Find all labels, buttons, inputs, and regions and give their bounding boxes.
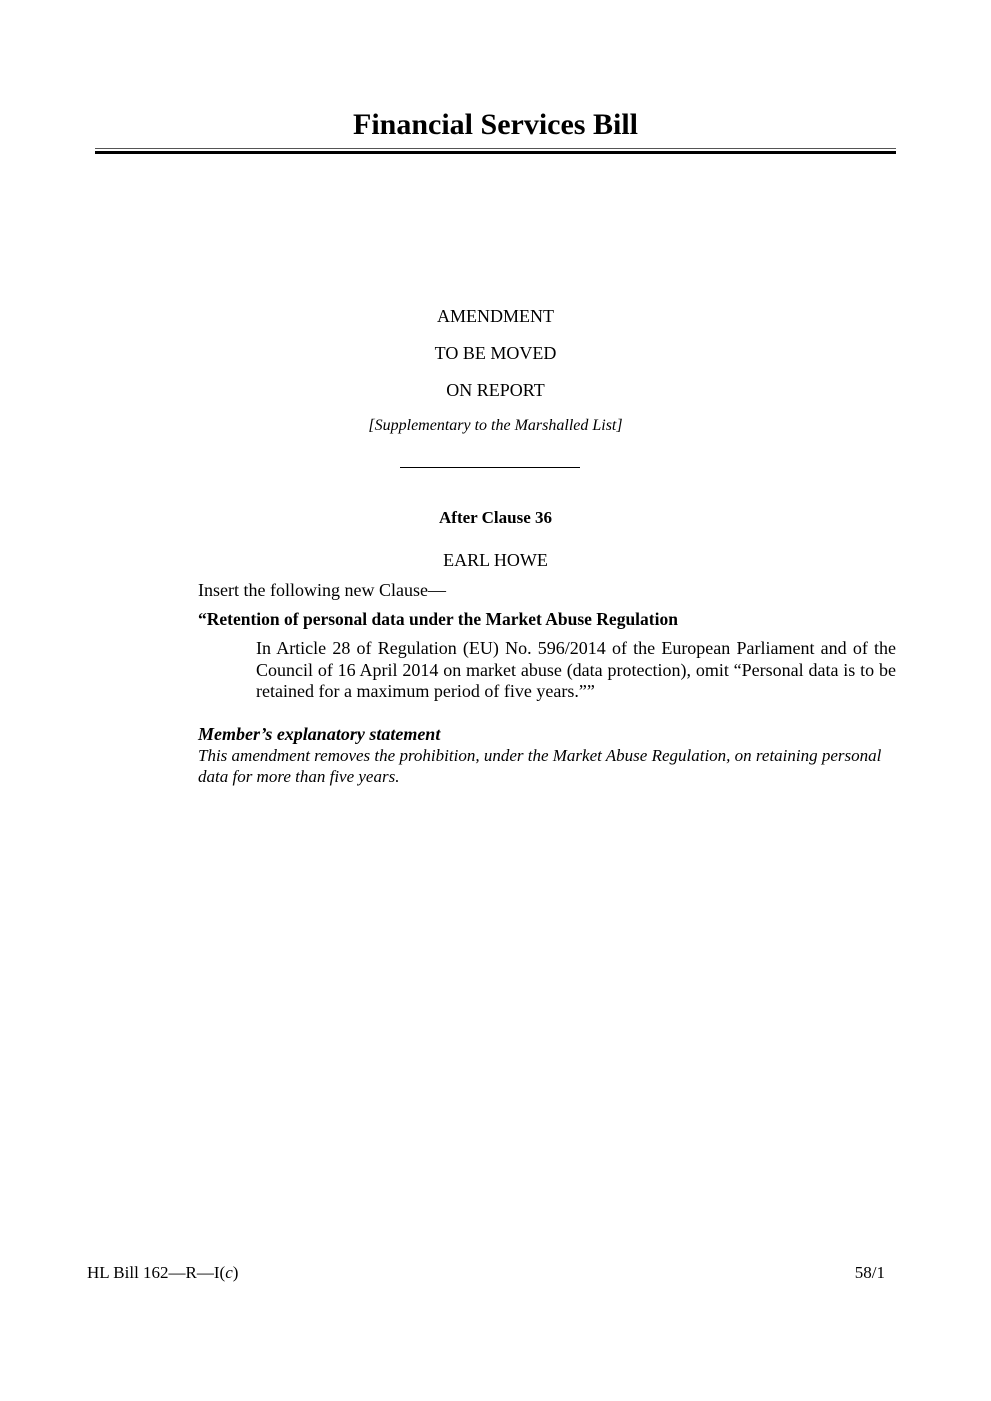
document-title: Financial Services Bill: [353, 108, 638, 141]
title-rule-thin: [95, 148, 896, 149]
instruction: Insert the following new Clause—: [198, 580, 446, 600]
separator-rule: [400, 467, 580, 468]
title-rule-thick: [95, 151, 896, 154]
to-be-moved-label: TO BE MOVED: [434, 343, 557, 363]
amendment-label: AMENDMENT: [437, 306, 554, 326]
clause-position: After Clause 36: [439, 508, 552, 527]
statement-text: This amendment removes the prohibition, under the Market Abuse Regulation, on retaining personal data for more than five years.: [198, 746, 882, 786]
clause-text: In Article 28 of Regulation (EU) No. 596/2014 of the European Parliament and of the Council of 16 April 2014 on market abuse (data protection), omit “Personal data is to be retained for a maximum period of five years.””: [256, 638, 896, 701]
bill-reference: [87, 1263, 238, 1283]
page-reference: 58/1: [854, 1263, 885, 1282]
supplementary-note: [Supplementary to the Marshalled List]: [368, 417, 623, 434]
bill-ref-prefix: HL Bill 162—R—I(: [87, 1263, 226, 1282]
bill-ref-suffix: ): [232, 1263, 239, 1282]
bill-ref-italic: c: [225, 1263, 233, 1282]
statement-heading: Member’s explanatory statement: [198, 724, 441, 744]
clause-heading: “Retention of personal data under the Market Abuse Regulation: [198, 609, 678, 629]
explanatory-statement: [198, 724, 898, 787]
on-report-label: ON REPORT: [446, 380, 545, 400]
mover-name: EARL HOWE: [443, 550, 548, 570]
